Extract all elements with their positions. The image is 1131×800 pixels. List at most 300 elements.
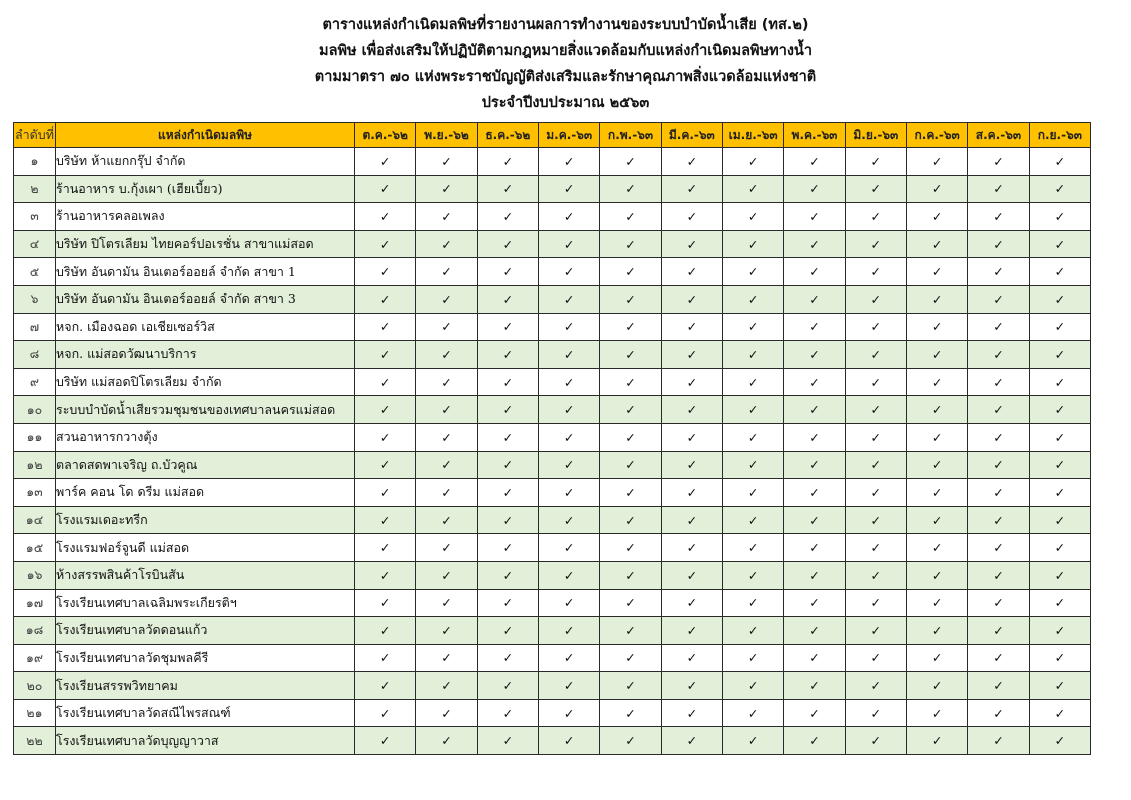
checkmark-icon: ✓ — [661, 617, 722, 645]
table-row — [14, 617, 1091, 645]
checkmark-icon: ✓ — [661, 423, 722, 451]
checkmark-icon: ✓ — [968, 699, 1029, 727]
checkmark-icon: ✓ — [600, 341, 661, 369]
checkmark-icon: ✓ — [845, 617, 906, 645]
source-name: สวนอาหารกวางตุ้ง — [56, 423, 355, 451]
checkmark-icon: ✓ — [1029, 506, 1090, 534]
checkmark-icon: ✓ — [784, 727, 845, 755]
checkmark-icon: ✓ — [968, 727, 1029, 755]
checkmark-icon: ✓ — [538, 368, 599, 396]
checkmark-icon: ✓ — [416, 203, 477, 231]
source-name: บริษัท แม่สอดปิโตรเลียม จำกัด — [56, 368, 355, 396]
row-index: ๕ — [14, 258, 56, 286]
row-index: ๘ — [14, 341, 56, 369]
column-header-source: แหล่งกำเนิดมลพิษ — [56, 123, 355, 148]
checkmark-icon: ✓ — [538, 561, 599, 589]
checkmark-icon: ✓ — [845, 672, 906, 700]
column-header-index: ลำดับที่ — [14, 123, 56, 148]
checkmark-icon: ✓ — [845, 285, 906, 313]
checkmark-icon: ✓ — [477, 727, 538, 755]
source-name: ระบบบำบัดน้ำเสียรวมชุมชนของเทศบาลนครแม่สอด — [56, 396, 355, 424]
table-row — [14, 341, 1091, 369]
checkmark-icon: ✓ — [784, 699, 845, 727]
checkmark-icon: ✓ — [1029, 727, 1090, 755]
checkmark-icon: ✓ — [477, 617, 538, 645]
column-header-month: มี.ค.-๖๓ — [661, 123, 722, 148]
checkmark-icon: ✓ — [416, 727, 477, 755]
row-index: ๑๖ — [14, 561, 56, 589]
checkmark-icon: ✓ — [477, 451, 538, 479]
source-name: บริษัท อันดามัน อินเตอร์ออยล์ จำกัด สาขา 1 — [56, 258, 355, 286]
checkmark-icon: ✓ — [784, 644, 845, 672]
checkmark-icon: ✓ — [600, 203, 661, 231]
checkmark-icon: ✓ — [784, 506, 845, 534]
document-title — [0, 12, 1131, 116]
source-name: บริษัท ปิโตรเลียม ไทยคอร์ปอเรชั่น สาขาแม่สอด — [56, 230, 355, 258]
checkmark-icon: ✓ — [845, 699, 906, 727]
source-name: ร้านอาหารคลอเพลง — [56, 203, 355, 231]
checkmark-icon: ✓ — [906, 534, 967, 562]
checkmark-icon: ✓ — [477, 506, 538, 534]
checkmark-icon: ✓ — [355, 727, 416, 755]
checkmark-icon: ✓ — [845, 506, 906, 534]
row-index: ๗ — [14, 313, 56, 341]
checkmark-icon: ✓ — [906, 451, 967, 479]
checkmark-icon: ✓ — [355, 148, 416, 176]
checkmark-icon: ✓ — [722, 285, 783, 313]
checkmark-icon: ✓ — [968, 230, 1029, 258]
checkmark-icon: ✓ — [477, 534, 538, 562]
checkmark-icon: ✓ — [661, 506, 722, 534]
row-index: ๑๘ — [14, 617, 56, 645]
table-row — [14, 285, 1091, 313]
checkmark-icon: ✓ — [845, 230, 906, 258]
checkmark-icon: ✓ — [355, 672, 416, 700]
checkmark-icon: ✓ — [600, 479, 661, 507]
checkmark-icon: ✓ — [906, 396, 967, 424]
row-index: ๑๕ — [14, 534, 56, 562]
source-name: โรงแรมเดอะทรีก — [56, 506, 355, 534]
checkmark-icon: ✓ — [477, 341, 538, 369]
checkmark-icon: ✓ — [416, 396, 477, 424]
checkmark-icon: ✓ — [416, 368, 477, 396]
checkmark-icon: ✓ — [355, 313, 416, 341]
checkmark-icon: ✓ — [968, 589, 1029, 617]
checkmark-icon: ✓ — [1029, 672, 1090, 700]
checkmark-icon: ✓ — [784, 313, 845, 341]
checkmark-icon: ✓ — [906, 506, 967, 534]
checkmark-icon: ✓ — [722, 148, 783, 176]
checkmark-icon: ✓ — [538, 230, 599, 258]
checkmark-icon: ✓ — [968, 258, 1029, 286]
row-index: ๑๒ — [14, 451, 56, 479]
column-header-month: พ.ค.-๖๓ — [784, 123, 845, 148]
checkmark-icon: ✓ — [416, 148, 477, 176]
checkmark-icon: ✓ — [1029, 699, 1090, 727]
checkmark-icon: ✓ — [722, 175, 783, 203]
checkmark-icon: ✓ — [538, 203, 599, 231]
row-index: ๑๓ — [14, 479, 56, 507]
source-name: ร้านอาหาร บ.กุ้งเผา (เฮียเบี้ยว) — [56, 175, 355, 203]
checkmark-icon: ✓ — [600, 285, 661, 313]
checkmark-icon: ✓ — [477, 672, 538, 700]
checkmark-icon: ✓ — [845, 561, 906, 589]
checkmark-icon: ✓ — [600, 699, 661, 727]
table-row — [14, 561, 1091, 589]
checkmark-icon: ✓ — [722, 396, 783, 424]
checkmark-icon: ✓ — [477, 148, 538, 176]
checkmark-icon: ✓ — [722, 589, 783, 617]
checkmark-icon: ✓ — [1029, 561, 1090, 589]
checkmark-icon: ✓ — [661, 175, 722, 203]
checkmark-icon: ✓ — [600, 175, 661, 203]
row-index: ๒๑ — [14, 699, 56, 727]
checkmark-icon: ✓ — [968, 423, 1029, 451]
checkmark-icon: ✓ — [906, 203, 967, 231]
table-row — [14, 258, 1091, 286]
table-row — [14, 451, 1091, 479]
checkmark-icon: ✓ — [784, 561, 845, 589]
checkmark-icon: ✓ — [784, 258, 845, 286]
title-line-1: ตารางแหล่งกำเนิดมลพิษที่รายงานผลการทำงานของระบบบำบัดน้ำเสีย (ทส.๒) — [322, 17, 809, 33]
checkmark-icon: ✓ — [538, 285, 599, 313]
checkmark-icon: ✓ — [1029, 451, 1090, 479]
checkmark-icon: ✓ — [1029, 341, 1090, 369]
checkmark-icon: ✓ — [845, 341, 906, 369]
checkmark-icon: ✓ — [784, 341, 845, 369]
checkmark-icon: ✓ — [968, 313, 1029, 341]
column-header-month: ก.ย.-๖๓ — [1029, 123, 1090, 148]
source-name: บริษัท อันดามัน อินเตอร์ออยล์ จำกัด สาขา 3 — [56, 285, 355, 313]
row-index: ๑๐ — [14, 396, 56, 424]
checkmark-icon: ✓ — [355, 258, 416, 286]
checkmark-icon: ✓ — [416, 451, 477, 479]
checkmark-icon: ✓ — [906, 672, 967, 700]
checkmark-icon: ✓ — [661, 148, 722, 176]
checkmark-icon: ✓ — [845, 479, 906, 507]
source-name: โรงเรียนสรรพวิทยาคม — [56, 672, 355, 700]
checkmark-icon: ✓ — [416, 699, 477, 727]
source-name: ตลาดสดพาเจริญ ถ.บัวคูณ — [56, 451, 355, 479]
checkmark-icon: ✓ — [722, 534, 783, 562]
checkmark-icon: ✓ — [906, 148, 967, 176]
checkmark-icon: ✓ — [968, 341, 1029, 369]
checkmark-icon: ✓ — [845, 258, 906, 286]
checkmark-icon: ✓ — [1029, 396, 1090, 424]
row-index: ๔ — [14, 230, 56, 258]
checkmark-icon: ✓ — [906, 285, 967, 313]
checkmark-icon: ✓ — [1029, 423, 1090, 451]
checkmark-icon: ✓ — [477, 644, 538, 672]
checkmark-icon: ✓ — [784, 175, 845, 203]
checkmark-icon: ✓ — [355, 285, 416, 313]
checkmark-icon: ✓ — [416, 258, 477, 286]
checkmark-icon: ✓ — [722, 313, 783, 341]
checkmark-icon: ✓ — [906, 727, 967, 755]
checkmark-icon: ✓ — [600, 368, 661, 396]
checkmark-icon: ✓ — [906, 617, 967, 645]
checkmark-icon: ✓ — [600, 396, 661, 424]
checkmark-icon: ✓ — [906, 561, 967, 589]
checkmark-icon: ✓ — [477, 561, 538, 589]
checkmark-icon: ✓ — [538, 589, 599, 617]
checkmark-icon: ✓ — [600, 589, 661, 617]
checkmark-icon: ✓ — [845, 589, 906, 617]
title-line-2: มลพิษ เพื่อส่งเสริมให้ปฏิบัติตามกฎหมายสิ่งแวดล้อมกับแหล่งกำเนิดมลพิษทางน้ำ — [319, 43, 812, 59]
checkmark-icon: ✓ — [722, 258, 783, 286]
checkmark-icon: ✓ — [661, 396, 722, 424]
column-header-month: ต.ค.-๖๒ — [355, 123, 416, 148]
checkmark-icon: ✓ — [1029, 203, 1090, 231]
checkmark-icon: ✓ — [906, 230, 967, 258]
checkmark-icon: ✓ — [477, 313, 538, 341]
checkmark-icon: ✓ — [600, 727, 661, 755]
checkmark-icon: ✓ — [600, 258, 661, 286]
table-row — [14, 589, 1091, 617]
table-row — [14, 672, 1091, 700]
checkmark-icon: ✓ — [355, 230, 416, 258]
checkmark-icon: ✓ — [784, 148, 845, 176]
checkmark-icon: ✓ — [906, 368, 967, 396]
checkmark-icon: ✓ — [722, 203, 783, 231]
source-name: บริษัท ห้าแยกกรุ๊ป จำกัด — [56, 148, 355, 176]
table-header-row — [14, 123, 1091, 148]
checkmark-icon: ✓ — [538, 534, 599, 562]
title-line-3: ตามมาตรา ๗๐ แห่งพระราชบัญญัติส่งเสริมและรักษาคุณภาพสิ่งแวดล้อมแห่งชาติ — [314, 69, 817, 85]
checkmark-icon: ✓ — [784, 396, 845, 424]
checkmark-icon: ✓ — [416, 589, 477, 617]
table-row — [14, 203, 1091, 231]
checkmark-icon: ✓ — [661, 479, 722, 507]
checkmark-icon: ✓ — [722, 368, 783, 396]
column-header-month: ธ.ค.-๖๒ — [477, 123, 538, 148]
checkmark-icon: ✓ — [968, 148, 1029, 176]
checkmark-icon: ✓ — [538, 672, 599, 700]
source-name: โรงเรียนเทศบาลวัดสณีไพรสณฑ์ — [56, 699, 355, 727]
column-header-month: มิ.ย.-๖๓ — [845, 123, 906, 148]
checkmark-icon: ✓ — [477, 589, 538, 617]
checkmark-icon: ✓ — [906, 644, 967, 672]
checkmark-icon: ✓ — [784, 230, 845, 258]
checkmark-icon: ✓ — [538, 617, 599, 645]
checkmark-icon: ✓ — [968, 203, 1029, 231]
checkmark-icon: ✓ — [906, 423, 967, 451]
row-index: ๖ — [14, 285, 56, 313]
checkmark-icon: ✓ — [845, 396, 906, 424]
checkmark-icon: ✓ — [355, 396, 416, 424]
checkmark-icon: ✓ — [477, 258, 538, 286]
checkmark-icon: ✓ — [906, 699, 967, 727]
checkmark-icon: ✓ — [968, 479, 1029, 507]
checkmark-icon: ✓ — [355, 617, 416, 645]
checkmark-icon: ✓ — [355, 423, 416, 451]
checkmark-icon: ✓ — [1029, 644, 1090, 672]
checkmark-icon: ✓ — [355, 699, 416, 727]
table-body — [14, 148, 1091, 755]
checkmark-icon: ✓ — [722, 561, 783, 589]
checkmark-icon: ✓ — [661, 672, 722, 700]
checkmark-icon: ✓ — [355, 341, 416, 369]
checkmark-icon: ✓ — [355, 561, 416, 589]
checkmark-icon: ✓ — [784, 589, 845, 617]
checkmark-icon: ✓ — [906, 589, 967, 617]
checkmark-icon: ✓ — [416, 313, 477, 341]
column-header-month: ก.พ.-๖๓ — [600, 123, 661, 148]
row-index: ๑ — [14, 148, 56, 176]
checkmark-icon: ✓ — [538, 727, 599, 755]
checkmark-icon: ✓ — [600, 534, 661, 562]
checkmark-icon: ✓ — [968, 285, 1029, 313]
checkmark-icon: ✓ — [355, 479, 416, 507]
row-index: ๑๑ — [14, 423, 56, 451]
checkmark-icon: ✓ — [845, 451, 906, 479]
checkmark-icon: ✓ — [538, 396, 599, 424]
checkmark-icon: ✓ — [906, 479, 967, 507]
checkmark-icon: ✓ — [784, 285, 845, 313]
checkmark-icon: ✓ — [661, 230, 722, 258]
checkmark-icon: ✓ — [1029, 175, 1090, 203]
checkmark-icon: ✓ — [661, 258, 722, 286]
checkmark-icon: ✓ — [661, 644, 722, 672]
checkmark-icon: ✓ — [477, 230, 538, 258]
checkmark-icon: ✓ — [784, 368, 845, 396]
checkmark-icon: ✓ — [600, 451, 661, 479]
checkmark-icon: ✓ — [538, 479, 599, 507]
checkmark-icon: ✓ — [416, 341, 477, 369]
checkmark-icon: ✓ — [1029, 230, 1090, 258]
checkmark-icon: ✓ — [1029, 258, 1090, 286]
checkmark-icon: ✓ — [845, 313, 906, 341]
checkmark-icon: ✓ — [600, 313, 661, 341]
checkmark-icon: ✓ — [784, 479, 845, 507]
checkmark-icon: ✓ — [968, 175, 1029, 203]
checkmark-icon: ✓ — [1029, 313, 1090, 341]
checkmark-icon: ✓ — [355, 644, 416, 672]
checkmark-icon: ✓ — [538, 175, 599, 203]
checkmark-icon: ✓ — [600, 423, 661, 451]
checkmark-icon: ✓ — [416, 230, 477, 258]
checkmark-icon: ✓ — [845, 534, 906, 562]
checkmark-icon: ✓ — [477, 203, 538, 231]
checkmark-icon: ✓ — [477, 285, 538, 313]
checkmark-icon: ✓ — [845, 727, 906, 755]
row-index: ๑๔ — [14, 506, 56, 534]
checkmark-icon: ✓ — [722, 644, 783, 672]
checkmark-icon: ✓ — [784, 451, 845, 479]
checkmark-icon: ✓ — [600, 617, 661, 645]
checkmark-icon: ✓ — [600, 230, 661, 258]
table-row — [14, 423, 1091, 451]
column-header-month: ส.ค.-๖๓ — [968, 123, 1029, 148]
column-header-month: พ.ย.-๖๒ — [416, 123, 477, 148]
checkmark-icon: ✓ — [538, 644, 599, 672]
table-row — [14, 727, 1091, 755]
checkmark-icon: ✓ — [722, 699, 783, 727]
checkmark-icon: ✓ — [845, 148, 906, 176]
checkmark-icon: ✓ — [355, 534, 416, 562]
checkmark-icon: ✓ — [722, 230, 783, 258]
checkmark-icon: ✓ — [538, 148, 599, 176]
checkmark-icon: ✓ — [600, 506, 661, 534]
checkmark-icon: ✓ — [355, 451, 416, 479]
row-index: ๙ — [14, 368, 56, 396]
checkmark-icon: ✓ — [355, 589, 416, 617]
checkmark-icon: ✓ — [845, 368, 906, 396]
checkmark-icon: ✓ — [1029, 617, 1090, 645]
checkmark-icon: ✓ — [968, 617, 1029, 645]
source-name: พาร์ค คอน โด ดรีม แม่สอด — [56, 479, 355, 507]
checkmark-icon: ✓ — [661, 203, 722, 231]
checkmark-icon: ✓ — [784, 423, 845, 451]
checkmark-icon: ✓ — [600, 672, 661, 700]
checkmark-icon: ✓ — [722, 479, 783, 507]
source-name: โรงเรียนเทศบาลวัดบุญญาวาส — [56, 727, 355, 755]
checkmark-icon: ✓ — [600, 644, 661, 672]
checkmark-icon: ✓ — [538, 423, 599, 451]
checkmark-icon: ✓ — [477, 175, 538, 203]
source-name: โรงเรียนเทศบาลวัดชุมพลคีรี — [56, 644, 355, 672]
checkmark-icon: ✓ — [722, 423, 783, 451]
checkmark-icon: ✓ — [416, 672, 477, 700]
table-row — [14, 175, 1091, 203]
source-name: โรงแรมฟอร์จูนดี แม่สอด — [56, 534, 355, 562]
checkmark-icon: ✓ — [661, 368, 722, 396]
column-header-month: เม.ย.-๖๓ — [722, 123, 783, 148]
table-row — [14, 313, 1091, 341]
checkmark-icon: ✓ — [661, 534, 722, 562]
checkmark-icon: ✓ — [845, 423, 906, 451]
checkmark-icon: ✓ — [845, 203, 906, 231]
row-index: ๑๗ — [14, 589, 56, 617]
checkmark-icon: ✓ — [477, 699, 538, 727]
checkmark-icon: ✓ — [477, 479, 538, 507]
checkmark-icon: ✓ — [722, 506, 783, 534]
row-index: ๒๒ — [14, 727, 56, 755]
checkmark-icon: ✓ — [661, 699, 722, 727]
table-row — [14, 368, 1091, 396]
checkmark-icon: ✓ — [1029, 589, 1090, 617]
column-header-month: ก.ค.-๖๓ — [906, 123, 967, 148]
checkmark-icon: ✓ — [661, 285, 722, 313]
checkmark-icon: ✓ — [355, 175, 416, 203]
checkmark-icon: ✓ — [538, 313, 599, 341]
checkmark-icon: ✓ — [968, 396, 1029, 424]
checkmark-icon: ✓ — [722, 727, 783, 755]
source-name: หจก. แม่สอดวัฒนาบริการ — [56, 341, 355, 369]
checkmark-icon: ✓ — [968, 451, 1029, 479]
checkmark-icon: ✓ — [416, 285, 477, 313]
checkmark-icon: ✓ — [845, 175, 906, 203]
checkmark-icon: ✓ — [968, 506, 1029, 534]
row-index: ๑๙ — [14, 644, 56, 672]
checkmark-icon: ✓ — [355, 506, 416, 534]
checkmark-icon: ✓ — [1029, 368, 1090, 396]
checkmark-icon: ✓ — [538, 506, 599, 534]
row-index: ๓ — [14, 203, 56, 231]
table-row — [14, 506, 1091, 534]
checkmark-icon: ✓ — [661, 589, 722, 617]
row-index: ๒๐ — [14, 672, 56, 700]
table-row — [14, 699, 1091, 727]
source-name: โรงเรียนเทศบาลเฉลิมพระเกียรติฯ — [56, 589, 355, 617]
checkmark-icon: ✓ — [661, 341, 722, 369]
row-index: ๒ — [14, 175, 56, 203]
checkmark-icon: ✓ — [538, 699, 599, 727]
table-row — [14, 148, 1091, 176]
checkmark-icon: ✓ — [906, 341, 967, 369]
checkmark-icon: ✓ — [784, 203, 845, 231]
checkmark-icon: ✓ — [968, 644, 1029, 672]
